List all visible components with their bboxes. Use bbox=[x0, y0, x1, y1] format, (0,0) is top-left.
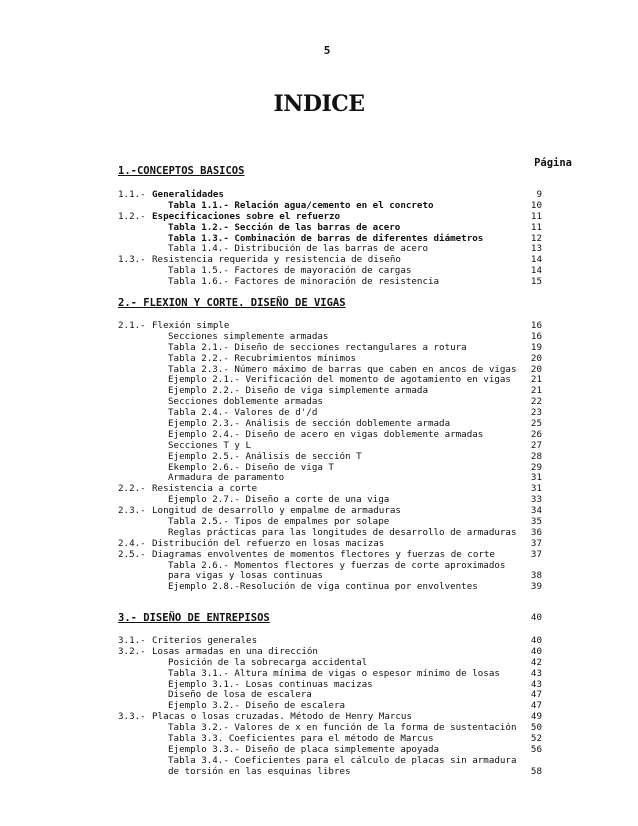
toc-entry-page: 37 bbox=[530, 548, 542, 560]
toc-entry-label: para vigas y losas continuas bbox=[168, 570, 323, 582]
toc-entry-page: 11 bbox=[530, 210, 542, 222]
toc-entry-num: 3.3.- bbox=[118, 711, 146, 723]
toc-entry-page: 12 bbox=[530, 232, 542, 244]
toc-entry-page: 43 bbox=[530, 667, 542, 679]
toc-entry-page: 26 bbox=[530, 428, 542, 440]
toc-entry bbox=[118, 223, 548, 234]
toc-entry-num: 2.3.- bbox=[118, 505, 146, 517]
toc-entry-page: 9 bbox=[536, 189, 542, 200]
toc-entry-num: 3.2.- bbox=[118, 645, 146, 657]
toc-entry-page: 35 bbox=[530, 516, 542, 528]
toc-section bbox=[118, 611, 548, 778]
page-number: 5 bbox=[323, 44, 331, 57]
toc-entry-num: 2.4.- bbox=[118, 537, 146, 549]
toc-entry-page: 31 bbox=[530, 472, 542, 484]
toc-entry-label: Tabla 3.4.- Coeficientes para el cálculo de placas sin armadura bbox=[168, 754, 517, 766]
toc-entry-label: de torsión en las esquinas libres bbox=[168, 765, 351, 777]
toc-entry-page: 29 bbox=[530, 461, 542, 473]
toc-entry-page: 28 bbox=[530, 450, 542, 462]
toc-entry-num: 2.5.- bbox=[118, 548, 146, 560]
section-heading-page: 40 bbox=[530, 612, 542, 623]
toc-entry-page: 22 bbox=[530, 396, 542, 408]
toc-entry-page: 47 bbox=[530, 689, 542, 701]
toc-entry-label: Especificaciones sobre el refuerzo bbox=[152, 210, 341, 222]
toc-entry-label: Resistencia a corte bbox=[152, 483, 258, 495]
toc-entry-page: 42 bbox=[530, 656, 542, 668]
toc-entry-page: 36 bbox=[530, 526, 542, 538]
toc-entry-page: 14 bbox=[530, 254, 542, 266]
toc-entry-label: Diagramas envolventes de momentos flectores y fuerzas de corte bbox=[152, 548, 495, 560]
toc-entry-page: 50 bbox=[530, 722, 542, 734]
toc-entry-label: Ejemplo 2.5.- Análisis de sección T bbox=[168, 450, 362, 462]
toc-entry-label: Reglas prácticas para las longitudes de desarrollo de armaduras bbox=[168, 526, 517, 538]
toc-entry-num: 1.3.- bbox=[118, 254, 146, 266]
toc-entry-label: Ejemplo 3.3.- Diseño de placa simplemente apoyada bbox=[168, 743, 440, 755]
toc-section bbox=[118, 164, 548, 288]
toc-entry-label: Tabla 1.2.- Sección de las barras de acero bbox=[168, 221, 401, 233]
toc-entry-num: 3.1.- bbox=[118, 635, 146, 646]
pagina-column-header: Página bbox=[534, 157, 572, 169]
toc-entry-page: 13 bbox=[530, 243, 542, 255]
toc-entry bbox=[118, 669, 548, 680]
toc-entry-label: Tabla 2.4.- Valores de d'/d bbox=[168, 407, 318, 419]
toc-entry-page: 21 bbox=[530, 374, 542, 386]
toc-section bbox=[118, 296, 548, 593]
toc-entry-num: 2.2.- bbox=[118, 483, 146, 495]
toc-entry-label: Secciones doblemente armadas bbox=[168, 396, 323, 408]
toc-entry-page: 20 bbox=[530, 363, 542, 375]
toc-entry-label: Diseño de losa de escalera bbox=[168, 689, 312, 701]
toc-entry-page: 25 bbox=[530, 418, 542, 430]
toc-entry-page: 58 bbox=[530, 765, 542, 777]
toc-entry-label: Secciones simplemente armadas bbox=[168, 330, 329, 342]
toc-entry-label: Tabla 2.2.- Recubrimientos mínimos bbox=[168, 352, 357, 364]
toc-entry-label: Tabla 2.6.- Momentos flectores y fuerzas de corte aproximados bbox=[168, 559, 506, 571]
toc-entry-num: 2.1.- bbox=[118, 320, 146, 331]
toc-entry-label: Tabla 1.4.- Distribución de las barras de acero bbox=[168, 243, 428, 255]
toc-entry-label: Flexión simple bbox=[152, 320, 230, 331]
toc-entry-page: 33 bbox=[530, 494, 542, 506]
toc-entry bbox=[118, 452, 548, 463]
toc-entry-label: Ejemplo 3.2.- Diseño de escalera bbox=[168, 700, 346, 712]
toc-entry-page: 31 bbox=[530, 483, 542, 495]
section-heading bbox=[118, 164, 548, 178]
toc-entry-page: 21 bbox=[530, 385, 542, 397]
toc-entry-label: Tabla 3.1.- Altura mínima de vigas o espesor mínimo de losas bbox=[168, 667, 500, 679]
toc-entry-page: 23 bbox=[530, 407, 542, 419]
section-heading-text: 3.- DISEÑO DE ENTREPISOS bbox=[118, 612, 270, 624]
toc-entry-label: Ejemplo 2.2.- Diseño de viga simplemente armada bbox=[168, 385, 428, 397]
toc-entry-label: Secciones T y L bbox=[168, 439, 251, 451]
toc-entry-page: 15 bbox=[530, 276, 542, 288]
toc-entry-page: 11 bbox=[530, 221, 542, 233]
toc-entry-page: 37 bbox=[530, 537, 542, 549]
toc-entry-label: Tabla 1.3.- Combinación de barras de diferentes diámetros bbox=[168, 232, 484, 244]
toc-entry-label: Ejemplo 2.4.- Diseño de acero en vigas doblemente armadas bbox=[168, 428, 484, 440]
toc-entry-num: 1.1.- bbox=[118, 189, 146, 200]
toc-entry-page: 19 bbox=[530, 341, 542, 353]
toc-entry-num: 1.2.- bbox=[118, 210, 146, 222]
toc-entry-label: Placas o losas cruzadas. Método de Henry Marcus bbox=[152, 711, 412, 723]
toc-entry-label: Tabla 3.3. Coeficientes para el método de Marcus bbox=[168, 733, 434, 745]
toc-entry-page: 10 bbox=[530, 199, 542, 211]
toc-entry bbox=[118, 354, 548, 365]
toc-entry-label: Resistencia requerida y resistencia de diseño bbox=[152, 254, 401, 266]
toc-entry-label: Losas armadas en una dirección bbox=[152, 645, 318, 657]
section-heading bbox=[118, 611, 548, 625]
toc-entry-label: Ejemplo 2.8.-Resolución de viga continua por envolventes bbox=[168, 581, 478, 593]
toc-entry-page: 16 bbox=[530, 320, 542, 331]
toc-entry-label: Tabla 2.3.- Número máximo de barras que caben en ancos de vigas bbox=[168, 363, 517, 375]
toc-entry-label: Longitud de desarrollo y empalme de armaduras bbox=[152, 505, 401, 517]
toc-entry-label: Criterios generales bbox=[152, 635, 258, 646]
section-heading-text: 2.- FLEXION Y CORTE. DISEÑO DE VIGAS bbox=[118, 297, 346, 309]
toc-entry-page: 49 bbox=[530, 711, 542, 723]
toc-entry-label: Ejemplo 2.3.- Análisis de sección doblemente armada bbox=[168, 418, 451, 430]
toc-entry-label: Ejemplo 3.1.- Losas continuas macizas bbox=[168, 678, 373, 690]
toc-entry-page: 38 bbox=[530, 570, 542, 582]
toc-entry-page: 27 bbox=[530, 439, 542, 451]
toc-entry-page: 40 bbox=[530, 645, 542, 657]
toc-entry-label: Tabla 1.1.- Relación agua/cemento en el concreto bbox=[168, 199, 434, 211]
section-heading bbox=[118, 296, 548, 310]
toc-entry-page: 43 bbox=[530, 678, 542, 690]
section-heading-text: 1.-CONCEPTOS BASICOS bbox=[118, 165, 245, 177]
toc-entry bbox=[118, 767, 548, 778]
toc-entry-label: Posición de la sobrecarga accidental bbox=[168, 656, 368, 668]
toc-entry bbox=[118, 550, 548, 561]
toc-entry-page: 16 bbox=[530, 330, 542, 342]
toc-entry bbox=[118, 277, 548, 288]
page-title: INDICE bbox=[273, 91, 365, 117]
toc-entry-page: 20 bbox=[530, 352, 542, 364]
toc-entry-label: Armadura de paramento bbox=[168, 472, 285, 484]
toc-entry-label: Tabla 3.2.- Valores de x en función de la forma de sustentación bbox=[168, 722, 517, 734]
toc-entry-label: Distribución del refuerzo en losas macizas bbox=[152, 537, 385, 549]
toc-entry-page: 40 bbox=[530, 635, 542, 646]
toc-entry bbox=[118, 582, 548, 593]
toc-entry-label: Ejemplo 2.1.- Verificación del momento de agotamiento en vigas bbox=[168, 374, 511, 386]
toc-entry-label: Ejemplo 2.7.- Diseño a corte de una viga bbox=[168, 494, 390, 506]
toc-entry-label: Tabla 2.1.- Diseño de secciones rectangulares a rotura bbox=[168, 341, 467, 353]
toc-entry-page: 56 bbox=[530, 743, 542, 755]
toc-entry-page: 14 bbox=[530, 265, 542, 277]
toc-entry-page: 39 bbox=[530, 581, 542, 593]
toc-entry-page: 34 bbox=[530, 505, 542, 517]
toc-entry-label: Generalidades bbox=[152, 189, 224, 200]
toc-entry-page: 52 bbox=[530, 733, 542, 745]
toc-entry-page: 47 bbox=[530, 700, 542, 712]
toc-entry-label: Tabla 1.6.- Factores de minoración de resistencia bbox=[168, 276, 440, 288]
toc-entry-label: Tabla 1.5.- Factores de mayoración de cargas bbox=[168, 265, 412, 277]
toc-entry-label: Ekemplo 2.6.- Diseño de viga T bbox=[168, 461, 334, 473]
toc-entry-label: Tabla 2.5.- Tipos de empalmes por solape bbox=[168, 516, 390, 528]
